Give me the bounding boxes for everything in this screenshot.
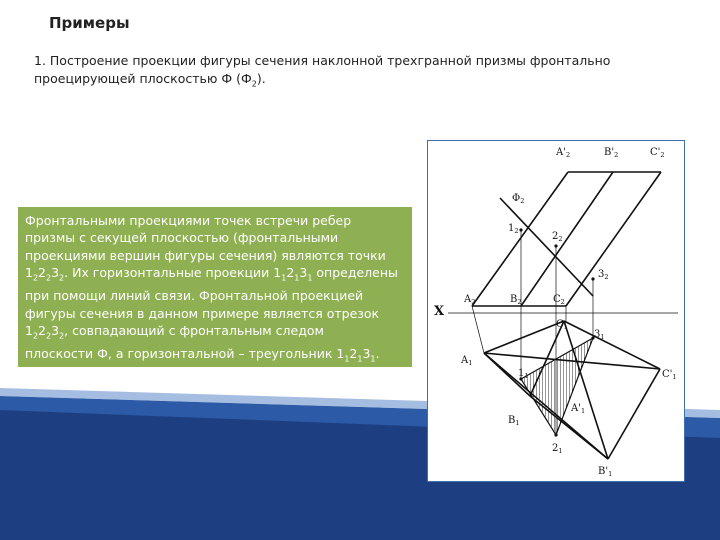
label-a-top: $A'_2$ <box>556 147 571 159</box>
text-run: 3 <box>51 322 60 338</box>
text-run: . Их горизонтальные проекции 1 <box>64 265 282 281</box>
intro-line-2 <box>34 70 634 94</box>
label-p3-front: $3_2$ <box>598 269 609 281</box>
note-line-1: Фронтальными проекциями точек встречи ребер <box>25 213 352 228</box>
top-c1p-b1p <box>608 369 660 459</box>
edge-b2-line <box>521 172 613 306</box>
label-a1: $A_1$ <box>461 355 473 367</box>
label-c1: $C_1$ <box>556 319 568 331</box>
subscript: 2 <box>59 273 65 283</box>
text-run: 3 <box>51 265 60 281</box>
subscript: 2 <box>32 331 39 341</box>
text-run: 2 <box>38 322 46 338</box>
label-x-axis: X <box>434 304 445 319</box>
subscript: 1 <box>370 354 376 364</box>
explanation-box <box>18 207 412 367</box>
label-b1-prime: $B'_1$ <box>598 466 613 478</box>
subscript: 2 <box>59 331 65 341</box>
label-p1-front: $1_2$ <box>508 223 519 235</box>
text-run: 1 <box>25 322 33 338</box>
label-p1-horiz: $1_1$ <box>518 368 529 380</box>
note-line-4 <box>25 264 406 287</box>
text-run: плоскости Ф, а горизонтальной – треугольник 1 <box>25 345 345 361</box>
label-c1-prime: $C'_1$ <box>662 369 677 381</box>
subscript: 1 <box>344 354 350 364</box>
intro-line-2-end: ). <box>256 71 266 86</box>
note-line-8 <box>25 345 406 368</box>
label-phi: $\Phi_2$ <box>512 193 525 205</box>
subscript: 1 <box>294 273 300 283</box>
note-line-3: проекциями вершин фигуры сечения) являются точки <box>25 247 386 263</box>
text-run: . <box>375 345 380 361</box>
text-run: 2 <box>349 345 358 361</box>
note-line-7 <box>25 322 406 345</box>
note-line-6: фигуры сечения в данном примере является отрезок <box>25 305 380 321</box>
edge-c2-line <box>566 172 661 306</box>
subscript: 1 <box>281 273 287 283</box>
intro-text <box>34 52 634 94</box>
prism-drawing <box>428 141 684 481</box>
label-a1-prime: $A'_1$ <box>571 403 586 415</box>
subscript: 1 <box>357 354 363 364</box>
subscript: 2 <box>32 273 39 283</box>
text-run: 3 <box>362 345 371 361</box>
label-c2: $C_2$ <box>553 294 565 306</box>
label-a2: $A_2$ <box>464 294 476 306</box>
prism-section-diagram <box>427 140 685 482</box>
intro-line-2-text: проецирующей плоскостью Ф (Ф <box>34 71 252 86</box>
label-b2: $B_2$ <box>510 294 522 306</box>
label-p2-horiz: $2_1$ <box>552 443 563 455</box>
label-b-top: $B'_2$ <box>604 147 619 159</box>
text-run: , совпадающий с фронтальным следом <box>64 322 324 338</box>
note-line-2: призмы с секущей плоскостью (фронтальными <box>25 230 339 246</box>
text-run: 1 <box>25 265 33 281</box>
subscript: 1 <box>307 273 313 283</box>
label-b1: $B_1$ <box>508 415 520 427</box>
section-triangle <box>521 338 593 435</box>
text-run: определены <box>312 265 398 281</box>
label-p2-front: $2_2$ <box>552 231 563 243</box>
subscript: 2 <box>46 273 52 283</box>
subscript: 2 <box>46 331 52 341</box>
text-run: 2 <box>286 265 295 281</box>
text-run: 2 <box>38 265 46 281</box>
intro-line-2-sub: 2 <box>251 79 257 89</box>
slide-title: Примеры <box>49 14 130 32</box>
label-p3-horiz: $3_1$ <box>594 329 605 341</box>
intro-line-1: 1. Построение проекции фигуры сечения наклонной трехгранной призмы фронтально <box>34 53 611 68</box>
text-run: 3 <box>299 265 308 281</box>
note-line-5: при помощи линий связи. Фронтальной проекцией <box>25 288 364 304</box>
label-c-top: $C'_2$ <box>650 147 665 159</box>
